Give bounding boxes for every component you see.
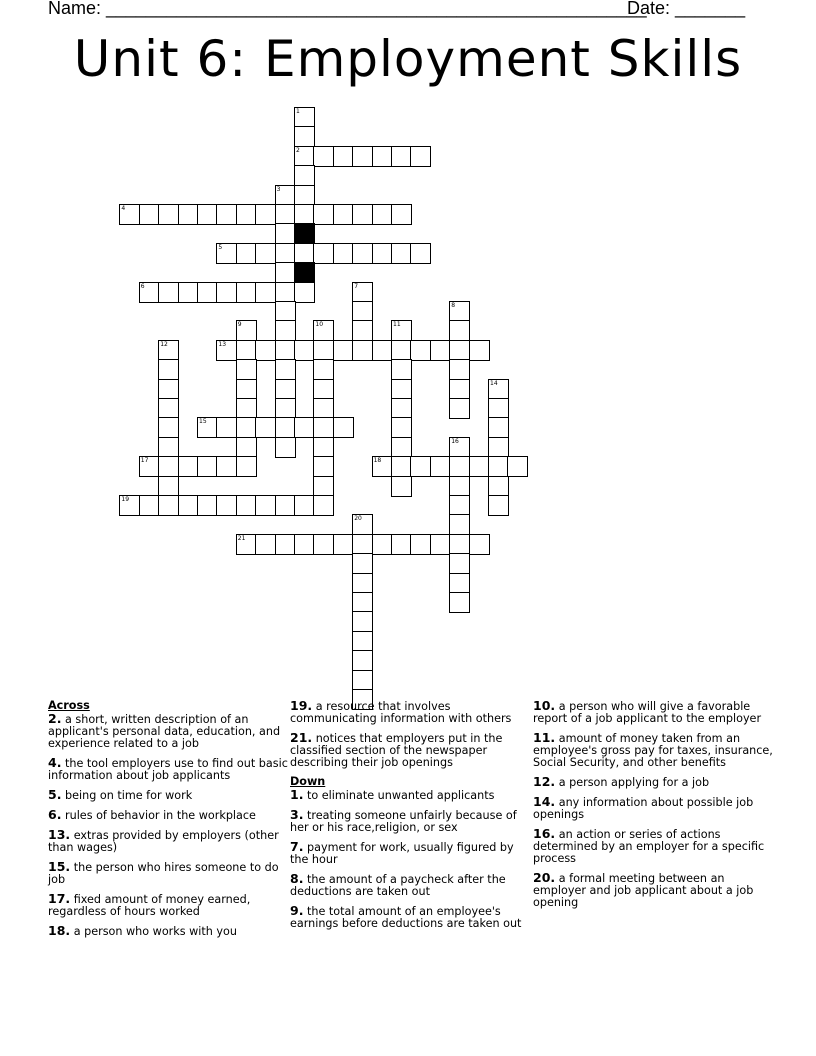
crossword-cell[interactable] xyxy=(197,417,218,438)
crossword-cell[interactable] xyxy=(158,282,179,303)
crossword-cell[interactable] xyxy=(488,456,509,477)
down-clue-list-cont xyxy=(533,700,773,909)
crossword-cell[interactable] xyxy=(294,204,315,225)
crossword-cell[interactable] xyxy=(449,476,470,497)
crossword-cell[interactable] xyxy=(352,534,373,555)
clue-column-3 xyxy=(533,700,773,916)
crossword-cell[interactable] xyxy=(352,320,373,341)
crossword-cell[interactable] xyxy=(294,165,315,186)
clue-number-label: 20. xyxy=(533,870,556,885)
clue-text: a formal meeting between an employer and job applicant about a job opening xyxy=(533,872,754,909)
crossword-cell[interactable] xyxy=(507,456,528,477)
crossword-cell[interactable] xyxy=(352,650,373,671)
crossword-cell[interactable] xyxy=(275,437,296,458)
crossword-cell[interactable] xyxy=(449,320,470,341)
crossword-cell[interactable] xyxy=(294,107,315,128)
clue-item xyxy=(290,873,530,898)
clue-text: a short, written description of an applicant's personal data, education, and experience related to a job xyxy=(48,713,281,750)
crossword-cell[interactable] xyxy=(197,282,218,303)
crossword-cell[interactable] xyxy=(178,456,199,477)
crossword-cell[interactable] xyxy=(119,204,140,225)
crossword-cell[interactable] xyxy=(352,553,373,574)
crossword-cell[interactable] xyxy=(352,204,373,225)
crossword-cell[interactable] xyxy=(488,398,509,419)
crossword-cell[interactable] xyxy=(352,592,373,613)
crossword-cell[interactable] xyxy=(449,398,470,419)
crossword-cell[interactable] xyxy=(391,534,412,555)
crossword-cell[interactable] xyxy=(449,592,470,613)
crossword-cell[interactable] xyxy=(236,243,257,264)
clue-number-label: 14. xyxy=(533,794,556,809)
crossword-cell[interactable] xyxy=(197,456,218,477)
crossword-cell[interactable] xyxy=(410,340,431,361)
across-clue-list xyxy=(48,713,288,938)
crossword-cell[interactable] xyxy=(352,146,373,167)
clue-item xyxy=(533,796,773,821)
clue-item xyxy=(533,732,773,769)
crossword-cell[interactable] xyxy=(313,146,334,167)
clue-item xyxy=(48,757,288,782)
crossword-cell[interactable] xyxy=(139,204,160,225)
clue-number-label: 17. xyxy=(48,891,71,906)
crossword-cell[interactable] xyxy=(216,340,237,361)
clue-item xyxy=(290,905,530,930)
crossword-cell[interactable] xyxy=(294,340,315,361)
clue-number-label: 9. xyxy=(290,903,304,918)
crossword-cell[interactable] xyxy=(391,320,412,341)
crossword-cell[interactable] xyxy=(255,243,276,264)
crossword-cell[interactable] xyxy=(449,553,470,574)
crossword-cell[interactable] xyxy=(449,340,470,361)
crossword-cell[interactable] xyxy=(410,146,431,167)
clue-text: a person applying for a job xyxy=(555,776,710,789)
crossword-cell[interactable] xyxy=(236,379,257,400)
crossword-cell[interactable] xyxy=(236,437,257,458)
clue-text: the total amount of an employee's earnings before deductions are taken out xyxy=(290,905,522,930)
crossword-cell[interactable] xyxy=(158,417,179,438)
crossword-cell[interactable] xyxy=(294,534,315,555)
crossword-cell[interactable] xyxy=(139,282,160,303)
crossword-cell[interactable] xyxy=(275,359,296,380)
clue-number: 5 xyxy=(218,243,223,251)
crossword-cell[interactable] xyxy=(352,301,373,322)
crossword-cell[interactable] xyxy=(275,340,296,361)
crossword-cell[interactable] xyxy=(372,243,393,264)
crossword-cell[interactable] xyxy=(197,204,218,225)
clue-text: fixed amount of money earned, regardless of hours worked xyxy=(48,893,251,918)
crossword-cell[interactable] xyxy=(313,340,334,361)
crossword-cell[interactable] xyxy=(236,204,257,225)
clue-number: 9 xyxy=(237,321,242,329)
crossword-cell[interactable] xyxy=(255,340,276,361)
crossword-cell[interactable] xyxy=(294,417,315,438)
crossword-cell[interactable] xyxy=(294,185,315,206)
crossword-black-cell xyxy=(294,223,315,244)
clue-item xyxy=(290,809,530,834)
clue-text: the person who hires someone to do job xyxy=(48,861,279,886)
crossword-cell[interactable] xyxy=(275,204,296,225)
clue-text: a resource that involves communicating information with others xyxy=(290,700,512,725)
clue-number: 21 xyxy=(237,534,246,542)
clue-text: rules of behavior in the workplace xyxy=(61,809,256,822)
crossword-cell[interactable] xyxy=(469,340,490,361)
date-field-label[interactable]: Date: _______ xyxy=(627,0,746,18)
crossword-cell[interactable] xyxy=(275,417,296,438)
crossword-cell[interactable] xyxy=(236,359,257,380)
crossword-cell[interactable] xyxy=(294,495,315,516)
clue-number-label: 13. xyxy=(48,827,71,842)
crossword-cell[interactable] xyxy=(236,417,257,438)
crossword-cell[interactable] xyxy=(372,204,393,225)
clue-number: 19 xyxy=(121,496,130,503)
crossword-cell[interactable] xyxy=(313,456,334,477)
clue-text: a person who will give a favorable report of a job applicant to the employer xyxy=(533,700,762,725)
clue-number-label: 2. xyxy=(48,711,62,726)
crossword-cell[interactable] xyxy=(449,456,470,477)
crossword-cell[interactable] xyxy=(313,495,334,516)
crossword-cell[interactable] xyxy=(119,495,140,516)
crossword-cell[interactable] xyxy=(216,417,237,438)
crossword-cell[interactable] xyxy=(313,534,334,555)
crossword-cell[interactable] xyxy=(275,495,296,516)
clue-item xyxy=(48,809,288,822)
clue-number-label: 21. xyxy=(290,730,313,745)
crossword-cell[interactable] xyxy=(236,456,257,477)
crossword-cell[interactable] xyxy=(275,320,296,341)
clue-text: a person who works with you xyxy=(70,925,237,938)
clue-text: any information about possible job openings xyxy=(533,796,754,821)
crossword-cell[interactable] xyxy=(255,534,276,555)
crossword-cell[interactable] xyxy=(449,359,470,380)
clue-number: 3 xyxy=(276,185,281,193)
crossword-cell[interactable] xyxy=(391,398,412,419)
crossword-cell[interactable] xyxy=(275,243,296,264)
crossword-cell[interactable] xyxy=(197,495,218,516)
clue-item xyxy=(48,861,288,886)
clue-number-label: 15. xyxy=(48,859,71,874)
crossword-cell[interactable] xyxy=(294,146,315,167)
crossword-cell[interactable] xyxy=(352,631,373,652)
crossword-cell[interactable] xyxy=(469,456,490,477)
crossword-cell[interactable] xyxy=(391,340,412,361)
crossword-cell[interactable] xyxy=(430,456,451,477)
across-heading: Across xyxy=(48,699,90,712)
clue-text: to eliminate unwanted applicants xyxy=(303,789,495,802)
clue-text: notices that employers put in the classified section of the newspaper describing their job openings xyxy=(290,732,503,769)
clue-number: 11 xyxy=(393,321,401,329)
crossword-cell[interactable] xyxy=(294,243,315,264)
crossword-cell[interactable] xyxy=(391,379,412,400)
crossword-cell[interactable] xyxy=(391,476,412,497)
clue-number: 17 xyxy=(140,457,149,465)
crossword-black-cell xyxy=(294,262,315,283)
crossword-cell[interactable] xyxy=(158,340,179,361)
clue-number-label: 18. xyxy=(48,923,71,938)
crossword-cell[interactable] xyxy=(333,417,354,438)
clue-item xyxy=(48,893,288,918)
clue-number-label: 1. xyxy=(290,787,304,802)
down-clue-list xyxy=(290,789,530,930)
crossword-cell[interactable] xyxy=(313,359,334,380)
crossword-cell[interactable] xyxy=(216,243,237,264)
crossword-cell[interactable] xyxy=(449,495,470,516)
crossword-cell[interactable] xyxy=(158,398,179,419)
crossword-cell[interactable] xyxy=(236,495,257,516)
crossword-cell[interactable] xyxy=(313,437,334,458)
clue-text: being on time for work xyxy=(61,789,193,802)
crossword-cell[interactable] xyxy=(372,534,393,555)
crossword-cell[interactable] xyxy=(236,340,257,361)
crossword-cell[interactable] xyxy=(352,514,373,535)
clue-item xyxy=(533,828,773,865)
clue-number: 8 xyxy=(451,302,456,309)
crossword-cell[interactable] xyxy=(275,262,296,283)
clue-number: 2 xyxy=(296,146,300,154)
clue-item xyxy=(533,872,773,909)
crossword-cell[interactable] xyxy=(216,282,237,303)
clue-number-label: 3. xyxy=(290,807,304,822)
clue-number-label: 7. xyxy=(290,839,304,854)
clue-number-label: 8. xyxy=(290,871,304,886)
crossword-cell[interactable] xyxy=(294,126,315,147)
across-clue-list-cont xyxy=(290,700,530,769)
crossword-cell[interactable] xyxy=(255,495,276,516)
crossword-cell[interactable] xyxy=(488,379,509,400)
crossword-cell[interactable] xyxy=(275,534,296,555)
crossword-cell[interactable] xyxy=(352,670,373,691)
clue-column-1 xyxy=(48,700,288,945)
crossword-cell[interactable] xyxy=(275,282,296,303)
crossword-cell[interactable] xyxy=(391,359,412,380)
clue-item xyxy=(533,700,773,725)
crossword-cell[interactable] xyxy=(275,301,296,322)
crossword-cell[interactable] xyxy=(236,320,257,341)
crossword-cell[interactable] xyxy=(430,534,451,555)
crossword-cell[interactable] xyxy=(275,185,296,206)
crossword-cell[interactable] xyxy=(313,204,334,225)
crossword-cell[interactable] xyxy=(352,243,373,264)
clue-number: 1 xyxy=(296,108,300,115)
clue-number-label: 11. xyxy=(533,730,556,745)
crossword-cell[interactable] xyxy=(313,243,334,264)
clue-text: an action or series of actions determined by an employer for a specific process xyxy=(533,828,765,865)
crossword-cell[interactable] xyxy=(372,146,393,167)
crossword-cell[interactable] xyxy=(488,437,509,458)
crossword-cell[interactable] xyxy=(216,456,237,477)
name-field-label[interactable]: Name: ______________________________________________________ xyxy=(48,0,647,18)
crossword-cell[interactable] xyxy=(391,146,412,167)
clue-item xyxy=(533,776,773,789)
crossword-cell[interactable] xyxy=(410,243,431,264)
clue-number-label: 16. xyxy=(533,826,556,841)
clue-number-label: 10. xyxy=(533,698,556,713)
clue-item xyxy=(290,789,530,802)
crossword-cell[interactable] xyxy=(216,204,237,225)
crossword-cell[interactable] xyxy=(275,379,296,400)
crossword-cell[interactable] xyxy=(178,282,199,303)
crossword-cell[interactable] xyxy=(372,340,393,361)
crossword-cell[interactable] xyxy=(488,495,509,516)
clue-number: 6 xyxy=(140,282,145,290)
clue-number: 15 xyxy=(199,418,207,426)
crossword-cell[interactable] xyxy=(391,417,412,438)
crossword-cell[interactable] xyxy=(449,534,470,555)
crossword-cell[interactable] xyxy=(449,514,470,535)
clue-item xyxy=(290,700,530,725)
crossword-cell[interactable] xyxy=(313,476,334,497)
crossword-cell[interactable] xyxy=(410,534,431,555)
crossword-cell[interactable] xyxy=(158,456,179,477)
clue-number: 12 xyxy=(160,340,168,348)
crossword-cell[interactable] xyxy=(158,495,179,516)
crossword-cell[interactable] xyxy=(333,243,354,264)
crossword-cell[interactable] xyxy=(352,611,373,632)
crossword-cell[interactable] xyxy=(488,476,509,497)
clue-text: payment for work, usually figured by the hour xyxy=(290,841,514,866)
clue-number: 14 xyxy=(490,379,498,387)
page-title: Unit 6: Employment Skills xyxy=(73,30,743,88)
crossword-cell[interactable] xyxy=(236,398,257,419)
crossword-cell[interactable] xyxy=(352,282,373,303)
clue-number-label: 19. xyxy=(290,698,313,713)
crossword-cell[interactable] xyxy=(391,437,412,458)
clue-number-label: 6. xyxy=(48,807,62,822)
crossword-cell[interactable] xyxy=(391,456,412,477)
clue-number: 16 xyxy=(451,437,459,445)
crossword-cell[interactable] xyxy=(139,456,160,477)
crossword-cell[interactable] xyxy=(313,379,334,400)
clue-item xyxy=(48,789,288,802)
clue-number: 10 xyxy=(315,321,324,329)
down-heading: Down xyxy=(290,775,326,788)
crossword-cell[interactable] xyxy=(178,495,199,516)
clue-text: treating someone unfairly because of her or his race,religion, or sex xyxy=(290,809,517,834)
clue-item xyxy=(48,713,288,750)
crossword-cell[interactable] xyxy=(488,417,509,438)
crossword-cell[interactable] xyxy=(352,573,373,594)
crossword-cell[interactable] xyxy=(255,282,276,303)
crossword-cell[interactable] xyxy=(158,359,179,380)
crossword-cell[interactable] xyxy=(158,204,179,225)
crossword-cell[interactable] xyxy=(178,204,199,225)
crossword-cell[interactable] xyxy=(236,282,257,303)
clue-number: 20 xyxy=(354,515,362,523)
crossword-cell[interactable] xyxy=(391,243,412,264)
crossword-cell[interactable] xyxy=(449,301,470,322)
crossword-cell[interactable] xyxy=(313,417,334,438)
clue-number: 4 xyxy=(121,205,126,212)
crossword-cell[interactable] xyxy=(139,495,160,516)
crossword-cell[interactable] xyxy=(158,476,179,497)
crossword-cell[interactable] xyxy=(294,282,315,303)
clue-text: extras provided by employers (other than wages) xyxy=(48,829,279,854)
crossword-cell[interactable] xyxy=(275,398,296,419)
crossword-cell[interactable] xyxy=(158,379,179,400)
crossword-cell[interactable] xyxy=(449,379,470,400)
crossword-cell[interactable] xyxy=(275,223,296,244)
clue-number-label: 4. xyxy=(48,755,62,770)
clue-text: the tool employers use to find out basic information about job applicants xyxy=(48,757,288,782)
crossword-cell[interactable] xyxy=(410,456,431,477)
clue-item xyxy=(48,829,288,854)
crossword-cell[interactable] xyxy=(313,398,334,419)
crossword-cell[interactable] xyxy=(255,204,276,225)
crossword-cell[interactable] xyxy=(313,320,334,341)
clue-number-label: 12. xyxy=(533,774,556,789)
crossword-cell[interactable] xyxy=(333,340,354,361)
crossword-cell[interactable] xyxy=(352,340,373,361)
crossword-cell[interactable] xyxy=(372,456,393,477)
crossword-cell[interactable] xyxy=(449,573,470,594)
clue-item xyxy=(290,732,530,769)
crossword-cell[interactable] xyxy=(236,534,257,555)
crossword-cell[interactable] xyxy=(333,534,354,555)
clue-text: the amount of a paycheck after the deductions are taken out xyxy=(290,873,506,898)
crossword-cell[interactable] xyxy=(333,204,354,225)
clue-item xyxy=(48,925,288,938)
clue-number: 13 xyxy=(218,340,227,348)
crossword-cell[interactable] xyxy=(255,417,276,438)
clue-number-label: 5. xyxy=(48,787,62,802)
crossword-cell[interactable] xyxy=(158,437,179,458)
crossword-cell[interactable] xyxy=(430,340,451,361)
crossword-cell[interactable] xyxy=(469,534,490,555)
crossword-cell[interactable] xyxy=(333,146,354,167)
clue-number: 18 xyxy=(373,457,382,465)
clue-item xyxy=(290,841,530,866)
clue-text: amount of money taken from an employee's gross pay for taxes, insurance, Social Security, and other benefits xyxy=(533,732,773,769)
crossword-cell[interactable] xyxy=(216,495,237,516)
crossword-cell[interactable] xyxy=(391,204,412,225)
clue-number: 7 xyxy=(354,282,359,290)
crossword-cell[interactable] xyxy=(449,437,470,458)
clue-column-2 xyxy=(290,700,530,937)
